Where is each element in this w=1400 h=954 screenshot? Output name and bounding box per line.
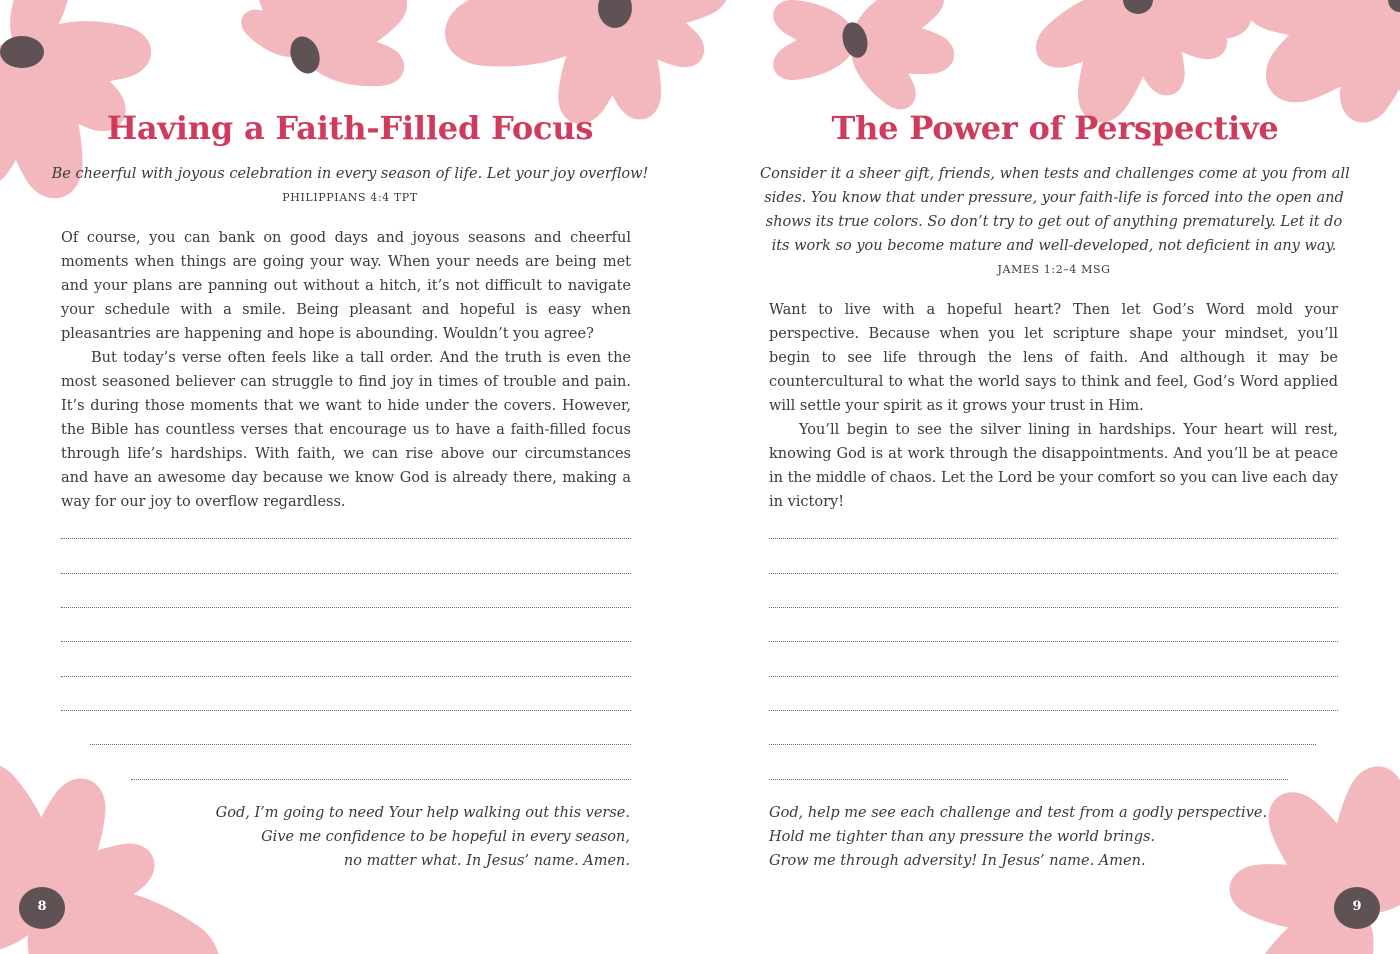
devotional-text xyxy=(61,226,631,514)
journal-line[interactable] xyxy=(769,779,1288,780)
prayer-line: Give me confidence to be hopeful in every season, xyxy=(261,829,630,845)
prayer-line: God, help me see each challenge and test from a godly perspective. xyxy=(769,805,1268,821)
journal-line[interactable] xyxy=(61,676,631,677)
journal-line[interactable] xyxy=(61,607,631,608)
prayer xyxy=(216,801,630,873)
page-title: Having a Faith-Filled Focus xyxy=(106,109,594,147)
journal-line[interactable] xyxy=(769,710,1338,711)
journal-line[interactable] xyxy=(769,607,1338,608)
verse-line: its work so you become mature and well-developed, not deficient in any way. xyxy=(771,238,1337,254)
journal-line[interactable] xyxy=(61,573,631,574)
verse-quote xyxy=(760,162,1348,258)
paragraph: You’ll begin to see the silver lining in hardships. Your heart will rest, knowing God is at work through the disappointments. And you’ll be at peace in the middle of chaos. Let the Lord be your comfort so you can live each day in victory! xyxy=(769,422,1338,510)
prayer-line: no matter what. In Jesus’ name. Amen. xyxy=(343,853,630,869)
page-title: The Power of Perspective xyxy=(831,109,1279,147)
journal-line[interactable] xyxy=(769,641,1338,642)
paragraph: But today’s verse often feels like a tall order. And the truth is even the most seasoned believer can struggle to find joy in times of trouble and pain. It’s during those moments that we want to hide under the covers. However, the Bible has countless verses that encourage us to have a faith-filled focus through life’s hardships. With faith, we can rise above our circumstances and have an awesome day because we know God is already there, making a way for our joy to overflow regardless. xyxy=(61,350,631,510)
journal-line[interactable] xyxy=(769,744,1316,745)
page-number: 8 xyxy=(37,899,47,914)
verse-reference: PHILIPPIANS 4:4 TPT xyxy=(282,191,418,204)
prayer-line: God, I’m going to need Your help walking out this verse. xyxy=(215,805,630,821)
verse-reference: JAMES 1:2–4 MSG xyxy=(997,263,1111,276)
journal-line[interactable] xyxy=(769,676,1338,677)
prayer-line: Grow me through adversity! In Jesus’ name. Amen. xyxy=(769,853,1146,869)
journal-line[interactable] xyxy=(769,538,1338,539)
right-page xyxy=(700,0,1400,954)
journal-line[interactable] xyxy=(61,710,631,711)
verse-quote: Be cheerful with joyous celebration in every season of life. Let your joy overflow! xyxy=(51,166,649,182)
journal-line[interactable] xyxy=(61,538,631,539)
prayer-line: Hold me tighter than any pressure the world brings. xyxy=(769,829,1156,845)
journal-line[interactable] xyxy=(61,641,631,642)
page-number: 9 xyxy=(1352,899,1362,914)
journal-line[interactable] xyxy=(90,744,631,745)
journal-line[interactable] xyxy=(769,573,1338,574)
verse-line: Consider it a sheer gift, friends, when tests and challenges come at you from all xyxy=(760,166,1350,182)
paragraph: Of course, you can bank on good days and joyous seasons and cheerful moments when things are going your way. When your needs are being met and your plans are panning out without a hitch, it’s not difficult to navigate your schedule with a smile. Being pleasant and hopeful is easy when pleasantries are happening and hope is abounding. Wouldn’t you agree? xyxy=(61,230,631,342)
prayer xyxy=(769,801,1267,873)
devotional-text xyxy=(769,298,1338,514)
paragraph: Want to live with a hopeful heart? Then let God’s Word mold your perspective. Because when you let scripture shape your mindset, you’ll begin to see life through the lens of faith. And although it may be countercultural to what the world says to think and feel, God’s Word applied will settle your spirit as it grows your trust in Him. xyxy=(769,302,1338,414)
verse-line: shows its true colors. So don’t try to get out of anything prematurely. Let it do xyxy=(765,214,1343,230)
journal-line[interactable] xyxy=(131,779,631,780)
verse-line: sides. You know that under pressure, your faith-life is forced into the open and xyxy=(764,190,1344,206)
